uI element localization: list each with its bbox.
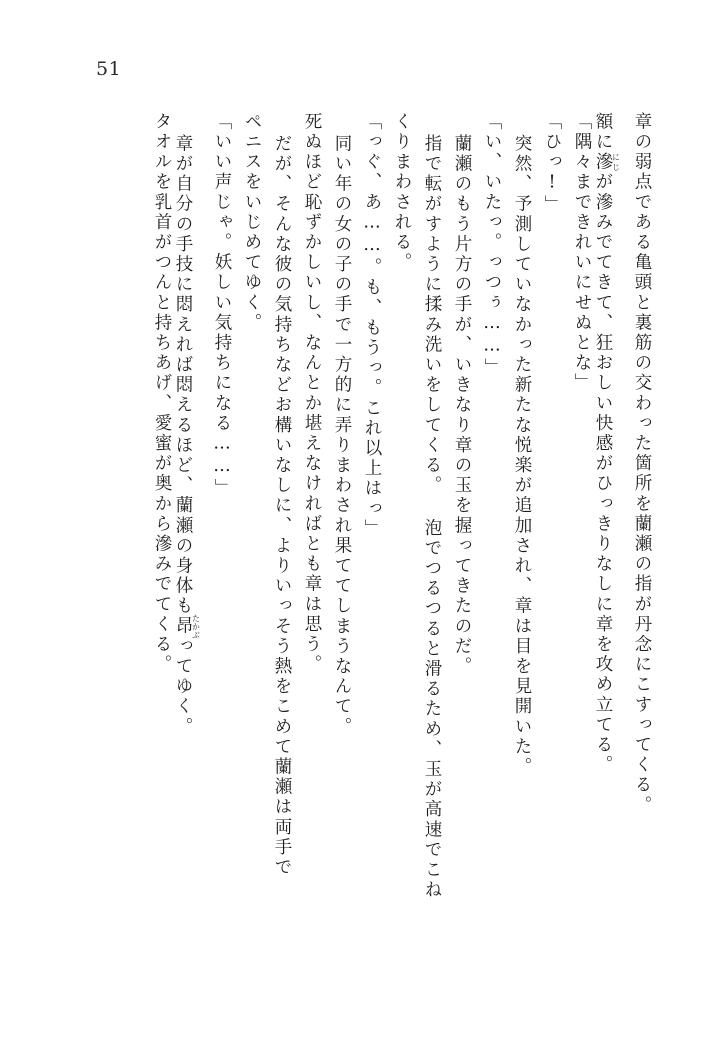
text-line: 「隅々まできれいにせぬとな」 — [572, 112, 592, 394]
text-line: 同い年の女の子の手で一方的に弄りまわされ果ててしまうなんて。 — [332, 134, 352, 737]
text-line: タオルを乳首がつんと持ちあげ、愛蜜が奥から滲みでてくる。 — [152, 112, 172, 675]
text-line: 額に滲にじが滲みでてきて、狂おしい快感がひっきりなしに章を攻め立てる。 — [593, 112, 621, 776]
text-line: だが、そんな彼の気持ちなどお構いなしに、よりいっそう熱をこめて蘭瀬は両手で — [272, 134, 292, 878]
text-line: 指で転がすように揉み洗いをしてくる。 泡でつるつると滑るため、玉が高速でこね — [422, 134, 442, 901]
text-line: 突然、予測していなかった新たな悦楽が追加され、章は目を見開いた。 — [512, 134, 532, 778]
text-line: 「っぐ、あ……。も、もうっ。これ以上はっ」 — [362, 112, 382, 540]
text-line: くりまわされる。 — [392, 112, 412, 273]
text-line: ペニスをいじめてゆく。 — [242, 112, 262, 334]
text-line: 「いい声じゃ。妖しい気持ちになる……」 — [212, 112, 232, 499]
vertical-text-body — [60, 112, 650, 992]
text-line: 蘭瀬のもう片方の手が、いきなり章の玉を握ってきたのだ。 — [452, 134, 472, 677]
text-line: 「ひっ!」 — [542, 112, 562, 215]
text-line: 「い、いたっ。っつぅ……」 — [482, 112, 502, 379]
text-line: 章が自分の手技に悶えれば悶えるほど、蘭瀬の身体も昂たかぶってゆく。 — [173, 134, 201, 738]
page-number: 51 — [96, 58, 122, 80]
text-line: 章の弱点である亀頭と裏筋の交わった箇所を蘭瀬の指が丹念にこすってくる。 — [632, 112, 652, 816]
text-line: 死ぬほど恥ずかしいし、なんとか堪えなければとも章は思う。 — [302, 112, 322, 675]
